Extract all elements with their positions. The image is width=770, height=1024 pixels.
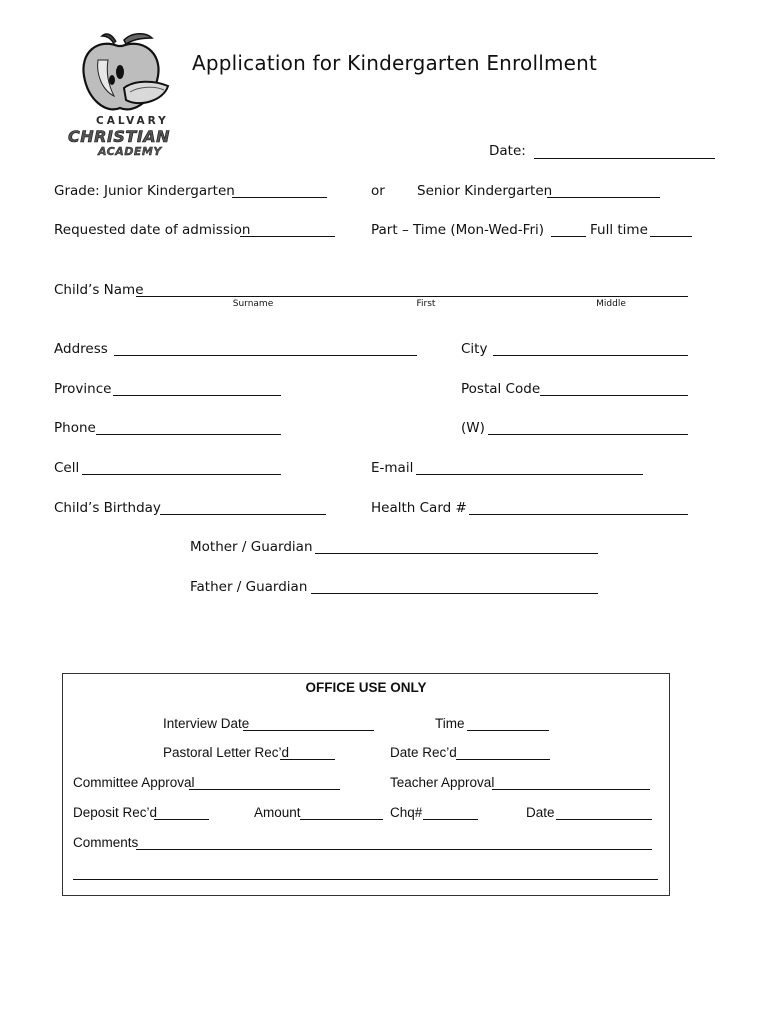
school-logo xyxy=(60,30,170,165)
date-recd-label: Date Rec’d xyxy=(390,745,457,760)
comments-field[interactable] xyxy=(136,849,652,850)
date-label: Date: xyxy=(489,143,526,159)
city-label: City xyxy=(461,341,488,357)
province-field[interactable] xyxy=(113,395,281,396)
office-date-label: Date xyxy=(526,805,555,820)
mother-guardian-field[interactable] xyxy=(315,553,598,554)
work-phone-field[interactable] xyxy=(488,434,688,435)
date-recd-field[interactable] xyxy=(456,759,550,760)
work-phone-label: (W) xyxy=(461,420,485,436)
comments-label: Comments xyxy=(73,835,139,850)
committee-approval-label: Committee Approval xyxy=(73,775,195,790)
time-label: Time xyxy=(435,716,465,731)
comments-field-line-2[interactable] xyxy=(73,879,658,880)
junior-kindergarten-field[interactable] xyxy=(232,197,327,198)
or-label: or xyxy=(371,183,385,199)
mother-guardian-label: Mother / Guardian xyxy=(190,539,313,555)
phone-field[interactable] xyxy=(96,434,281,435)
childs-name-label: Child’s Name xyxy=(54,282,144,298)
email-field[interactable] xyxy=(416,474,643,475)
cell-label: Cell xyxy=(54,460,80,476)
father-guardian-field[interactable] xyxy=(311,593,598,594)
committee-approval-field[interactable] xyxy=(189,789,340,790)
first-caption: First xyxy=(416,299,436,309)
time-field[interactable] xyxy=(467,730,549,731)
surname-caption: Surname xyxy=(232,299,274,309)
postal-code-label: Postal Code xyxy=(461,381,541,397)
senior-kindergarten-label: Senior Kindergarten xyxy=(417,183,553,199)
senior-kindergarten-field[interactable] xyxy=(547,197,660,198)
full-time-label: Full time xyxy=(590,222,648,238)
teacher-approval-label: Teacher Approval xyxy=(390,775,495,790)
part-time-field[interactable] xyxy=(551,236,586,237)
teacher-approval-field[interactable] xyxy=(492,789,650,790)
part-time-label: Part – Time (Mon-Wed-Fri) xyxy=(371,222,545,238)
apple-icon xyxy=(68,30,178,120)
address-label: Address xyxy=(54,341,108,357)
health-card-field[interactable] xyxy=(469,514,688,515)
address-field[interactable] xyxy=(114,355,417,356)
health-card-label: Health Card # xyxy=(371,500,467,516)
full-time-field[interactable] xyxy=(650,236,692,237)
logo-line-calvary: CALVARY xyxy=(96,115,169,127)
requested-date-field[interactable] xyxy=(240,236,335,237)
office-use-heading: OFFICE USE ONLY xyxy=(305,680,427,695)
deposit-recd-field[interactable] xyxy=(154,819,209,820)
form-title: Application for Kindergarten Enrollment xyxy=(192,51,598,75)
date-field[interactable] xyxy=(534,158,715,159)
deposit-recd-label: Deposit Rec’d xyxy=(73,805,158,820)
middle-caption: Middle xyxy=(596,299,626,309)
birthday-label: Child’s Birthday xyxy=(54,500,161,516)
province-label: Province xyxy=(54,381,112,397)
father-guardian-label: Father / Guardian xyxy=(190,579,308,595)
interview-date-field[interactable] xyxy=(243,730,374,731)
pastoral-letter-field[interactable] xyxy=(280,759,335,760)
interview-date-label: Interview Date xyxy=(163,716,250,731)
logo-line-academy: ACADEMY xyxy=(98,145,162,158)
pastoral-letter-label: Pastoral Letter Rec’d xyxy=(163,745,290,760)
office-date-field[interactable] xyxy=(556,819,652,820)
chq-field[interactable] xyxy=(423,819,478,820)
requested-date-label: Requested date of admission xyxy=(54,222,251,238)
grade-junior-label: Grade: Junior Kindergarten xyxy=(54,183,235,199)
phone-label: Phone xyxy=(54,420,96,436)
email-label: E-mail xyxy=(371,460,414,476)
city-field[interactable] xyxy=(493,355,688,356)
cell-field[interactable] xyxy=(82,474,281,475)
logo-line-christian: CHRISTIAN xyxy=(68,127,171,146)
birthday-field[interactable] xyxy=(160,514,326,515)
amount-label: Amount xyxy=(254,805,301,820)
postal-code-field[interactable] xyxy=(540,395,688,396)
childs-name-field[interactable] xyxy=(136,296,688,297)
chq-label: Chq# xyxy=(390,805,423,820)
amount-field[interactable] xyxy=(300,819,383,820)
